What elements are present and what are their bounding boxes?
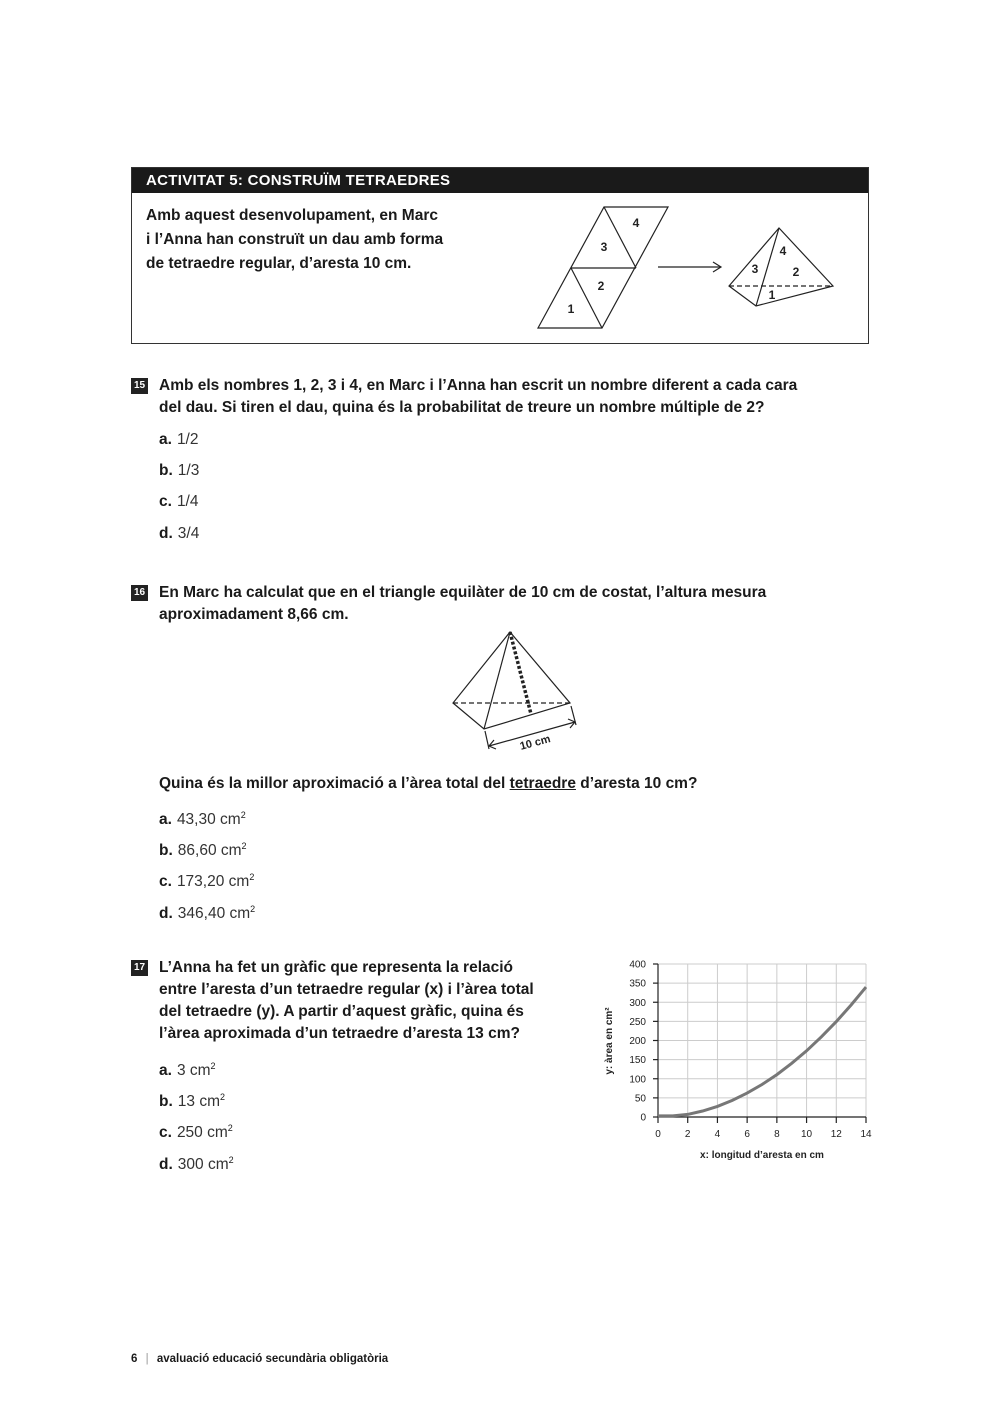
option-value: 86,60 cm — [177, 842, 242, 860]
solid-label: 4 — [779, 244, 787, 258]
solid-label: 1 — [768, 288, 776, 302]
option-d[interactable] — [159, 1150, 234, 1175]
option-a[interactable] — [159, 805, 246, 830]
series-line — [658, 987, 866, 1116]
footer-separator: | — [145, 1353, 149, 1365]
option-letter: c. — [159, 873, 172, 891]
page-number: 6 — [131, 1353, 138, 1365]
x-tick-label: 0 — [655, 1129, 661, 1140]
option-a[interactable] — [159, 430, 199, 450]
y-tick-label: 350 — [629, 978, 646, 990]
option-value: 13 cm — [177, 1093, 220, 1111]
y-tick-label: 250 — [629, 1016, 646, 1028]
option-value: 346,40 cm — [177, 905, 251, 923]
option-value: 3/4 — [177, 525, 200, 542]
intro-line: de tetraedre regular, d’aresta 10 cm. — [146, 255, 412, 272]
option-value: 250 cm — [176, 1124, 228, 1142]
y-tick-label: 200 — [629, 1036, 646, 1047]
option-letter: d. — [159, 1156, 173, 1174]
option-letter: d. — [159, 905, 173, 923]
option-letter: d. — [159, 525, 173, 542]
option-c[interactable] — [159, 492, 199, 512]
question-line: del tetraedre (y). A partir d’aquest gràfic, quina és — [159, 1003, 524, 1020]
option-letter: c. — [159, 1124, 172, 1142]
y-axis-label: y: àrea en cm² — [604, 1007, 615, 1075]
area-chart — [590, 955, 880, 1170]
x-tick-label: 8 — [774, 1129, 780, 1140]
option-value: 300 cm — [177, 1156, 229, 1174]
tetrahedron-solid — [729, 228, 833, 306]
question-text — [159, 375, 797, 419]
x-tick-label: 12 — [830, 1129, 842, 1140]
superscript: 2 — [228, 1155, 234, 1165]
y-tick-label: 100 — [629, 1074, 646, 1086]
option-a[interactable] — [159, 1056, 216, 1081]
superscript: 2 — [240, 810, 246, 820]
superscript: 2 — [241, 841, 247, 851]
option-value: 1/2 — [176, 431, 199, 448]
question-line: entre l’aresta d’un tetraedre regular (x) i l’àrea total — [159, 981, 534, 998]
net-label: 4 — [632, 216, 640, 230]
option-value: 3 cm — [176, 1062, 211, 1080]
y-tick-label: 0 — [640, 1112, 646, 1124]
dimension-label: 10 cm — [518, 733, 552, 753]
intro-line: Amb aquest desenvolupament, en Marc — [146, 207, 438, 224]
superscript: 2 — [227, 1123, 233, 1133]
y-tick-label: 400 — [629, 959, 646, 971]
tetrahedron-net-figure — [0, 0, 1000, 360]
net-label: 1 — [567, 302, 575, 316]
x-tick-label: 10 — [801, 1129, 813, 1140]
question-16-prompt — [159, 773, 697, 795]
question-line: En Marc ha calculat que en el triangle equilàter de 10 cm de costat, l’altura mesura — [159, 584, 767, 601]
net-label: 3 — [600, 240, 608, 254]
footer-text: avaluació educació secundària obligatòria — [156, 1353, 389, 1365]
option-b[interactable] — [159, 836, 247, 861]
option-c[interactable] — [159, 867, 254, 892]
intro-line: i l’Anna han construït un dau amb forma — [146, 231, 444, 248]
net-label: 2 — [597, 279, 605, 293]
option-letter: c. — [159, 493, 172, 510]
option-b[interactable] — [159, 1087, 225, 1112]
question-line: l’àrea aproximada d’un tetraedre d’aresta 13 cm? — [159, 1025, 520, 1042]
y-tick-label: 300 — [629, 997, 646, 1009]
question-number: 17 — [131, 960, 148, 976]
option-d[interactable] — [159, 899, 255, 924]
option-letter: a. — [159, 811, 172, 829]
x-tick-label: 2 — [684, 1129, 691, 1140]
activity-title: ACTIVITAT 5: CONSTRUÏM TETRAEDRES — [132, 168, 868, 193]
option-c[interactable] — [159, 1118, 233, 1143]
solid-label: 3 — [751, 262, 759, 276]
option-letter: a. — [159, 431, 172, 448]
superscript: 2 — [250, 904, 256, 914]
x-tick-label: 6 — [744, 1129, 750, 1140]
superscript: 2 — [210, 1061, 216, 1071]
option-value: 43,30 cm — [176, 811, 241, 829]
solid-label: 2 — [792, 265, 800, 279]
question-line: Amb els nombres 1, 2, 3 i 4, en Marc i l’Anna han escrit un nombre diferent a cada cara — [159, 377, 798, 394]
option-letter: b. — [159, 842, 173, 860]
x-axis-label: x: longitud d’aresta en cm — [700, 1150, 824, 1161]
question-text — [159, 957, 534, 1045]
option-b[interactable] — [159, 461, 199, 481]
option-value: 1/3 — [177, 462, 200, 479]
option-value: 1/4 — [176, 493, 199, 510]
prompt-underlined: tetraedre — [509, 775, 576, 792]
prompt-text: d’aresta 10 cm? — [575, 775, 698, 792]
y-tick-label: 150 — [629, 1055, 646, 1067]
option-letter: b. — [159, 462, 173, 479]
x-tick-label: 4 — [714, 1129, 721, 1140]
superscript: 2 — [220, 1092, 226, 1102]
y-tick-label: 50 — [634, 1093, 646, 1105]
superscript: 2 — [249, 872, 255, 882]
question-number: 15 — [131, 378, 148, 394]
question-line: del dau. Si tiren el dau, quina és la probabilitat de treure un nombre múltiple de 2? — [159, 399, 765, 416]
question-line: aproximadament 8,66 cm. — [159, 606, 349, 623]
footer — [131, 1353, 388, 1365]
question-line: L’Anna ha fet un gràfic que representa la relació — [159, 959, 514, 976]
pyramid-height-figure — [0, 600, 1000, 760]
x-tick-label: 14 — [860, 1129, 872, 1140]
option-d[interactable] — [159, 524, 199, 544]
option-value: 173,20 cm — [176, 873, 250, 891]
question-number: 16 — [131, 585, 148, 601]
option-letter: b. — [159, 1093, 173, 1111]
prompt-text: Quina és la millor aproximació a l’àrea total del — [159, 775, 510, 792]
option-letter: a. — [159, 1062, 172, 1080]
